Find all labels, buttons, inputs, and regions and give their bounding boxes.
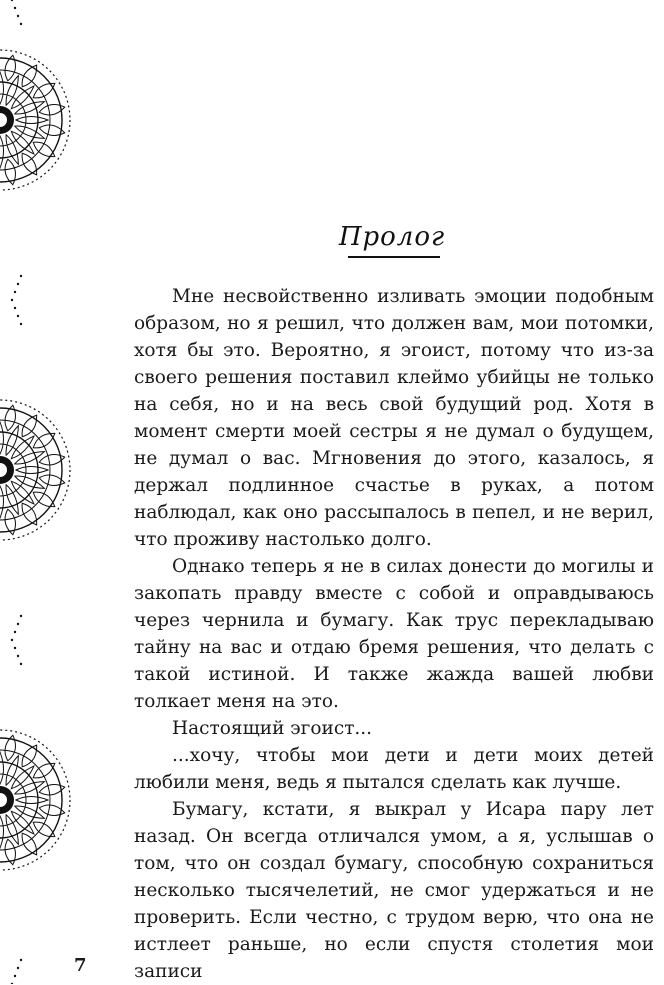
paragraph-5: Бумагу, кстати, я выкрал у Исара пару лет назад. Он всегда отличался умом, а я, услышав о том, что он создал бумагу, способную сохраниться несколько тысячелетий, не смог удержаться и не проверить. Если честно, с трудом верю, что она не истлеет раньше, но если спустя столетия мои записи [134,799,654,982]
body-text [134,283,654,985]
mandala-bottom [0,730,70,870]
chapter-title: Пролог [338,222,446,252]
page-number: 7 [74,955,87,976]
paragraph-4: ...хочу, чтобы мои дети и дети моих детей любили меня, ведь я пытался сделать как лучше. [134,745,654,793]
paragraph-3: Настоящий эгоист... [172,718,373,739]
mandala-ornament-strip [0,0,100,984]
mandala-middle [0,400,70,540]
paragraph-2: Однако теперь я не в силах донести до могилы и закопать правду вместе с собой и оправдываюсь через чернила и бумагу. Как трус перекладываю тайну на вас и отдаю бремя решения, что делать с такой истиной. И также жажда вашей любви толкает меня на это. [134,556,654,712]
mandala-top [0,50,70,190]
paragraph-1: Мне несвойственно изливать эмоции подобным образом, но я решил, что должен вам, мои потомки, хотя бы это. Вероятно, я эгоист, потому что из-за своего решения поставил клеймо убийцы не только на себя, но и на весь свой будущий род. Хотя в момент смерти моей сестры я не думал о будущем, не думал о вас. Мгновения до этого, казалось, я держал подлинное счастье в руках, а потом наблюдал, как оно рассыпалось в пепел, и не верил, что проживу настолько долго. [134,286,654,550]
title-flourish [348,256,440,258]
